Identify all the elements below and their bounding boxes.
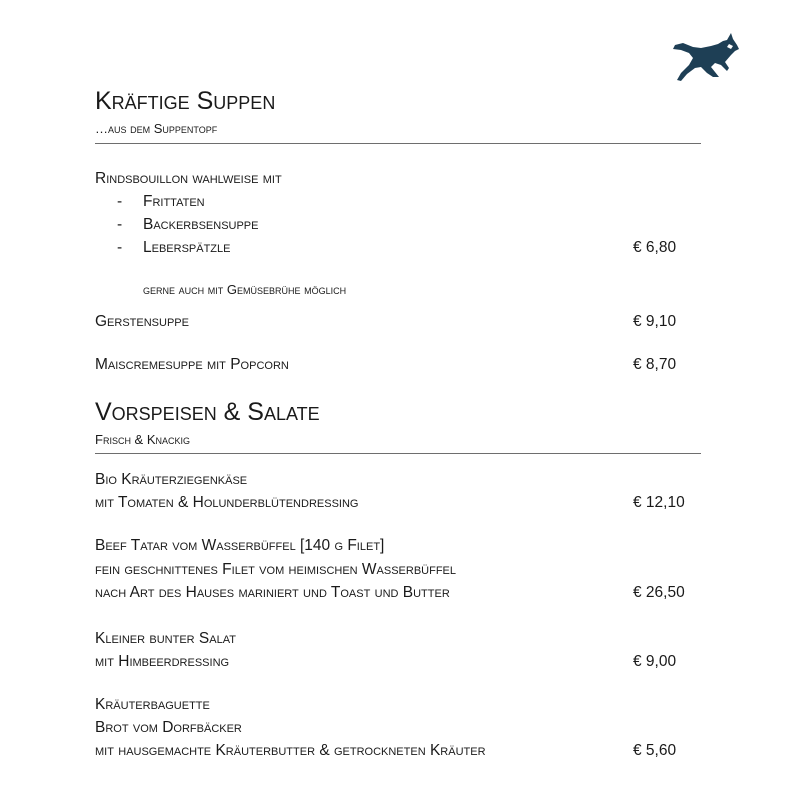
menu-item-description: fein geschnittenes Filet vom heimischen Wasserbüffel <box>95 561 457 578</box>
menu-item-description: Brot vom Dorfbäcker <box>95 719 242 736</box>
menu-item-price: € 5,60 <box>633 742 677 759</box>
menu-item-description: nach Art des Hauses mariniert und Toast und Butter <box>95 584 450 601</box>
menu-item-price: € 6,80 <box>633 239 677 256</box>
menu-item-name: Gerstensuppe <box>95 313 189 330</box>
menu-item-price: € 9,00 <box>633 653 677 670</box>
menu-item-name: Kleiner bunter Salat <box>95 630 236 647</box>
section-title-suppen: Kräftige Suppen <box>95 87 276 115</box>
menu-item-option: Backerbsensuppe <box>143 216 259 233</box>
option-bullet: - <box>117 239 123 256</box>
menu-item-option: Frittaten <box>143 193 205 210</box>
menu-item-description: mit Himbeerdressing <box>95 653 230 670</box>
option-bullet: - <box>117 216 123 233</box>
menu-item-price: € 9,10 <box>633 313 677 330</box>
section-subtitle-vorspeisen: Frisch & Knackig <box>95 432 191 447</box>
section-subtitle-suppen: …aus dem Suppentopf <box>95 121 218 136</box>
menu-item-name: Beef Tatar vom Wasserbüffel [140 g Filet] <box>95 537 385 554</box>
menu-item-name: Kräuterbaguette <box>95 696 210 713</box>
menu-item-price: € 26,50 <box>633 584 685 601</box>
option-bullet: - <box>117 193 123 210</box>
section-divider <box>95 453 701 454</box>
menu-item-name: Maiscremesuppe mit Popcorn <box>95 356 289 373</box>
menu-item-name: Rindsbouillon wahlweise mit <box>95 170 282 187</box>
menu-item-description: mit hausgemachte Kräuterbutter & getrockneten Kräuter <box>95 742 486 759</box>
menu-item-price: € 12,10 <box>633 494 685 511</box>
menu-item-price: € 8,70 <box>633 356 677 373</box>
menu-item-name: Bio Kräuterziegenkäse <box>95 471 248 488</box>
section-title-vorspeisen: Vorspeisen & Salate <box>95 398 320 426</box>
menu-item-description: mit Tomaten & Holunderblütendressing <box>95 494 359 511</box>
menu-item-note: gerne auch mit Gemüsebrühe möglich <box>143 282 347 297</box>
section-divider <box>95 143 701 144</box>
menu-item-option: Leberspätzle <box>143 239 231 256</box>
fox-icon <box>671 33 741 85</box>
